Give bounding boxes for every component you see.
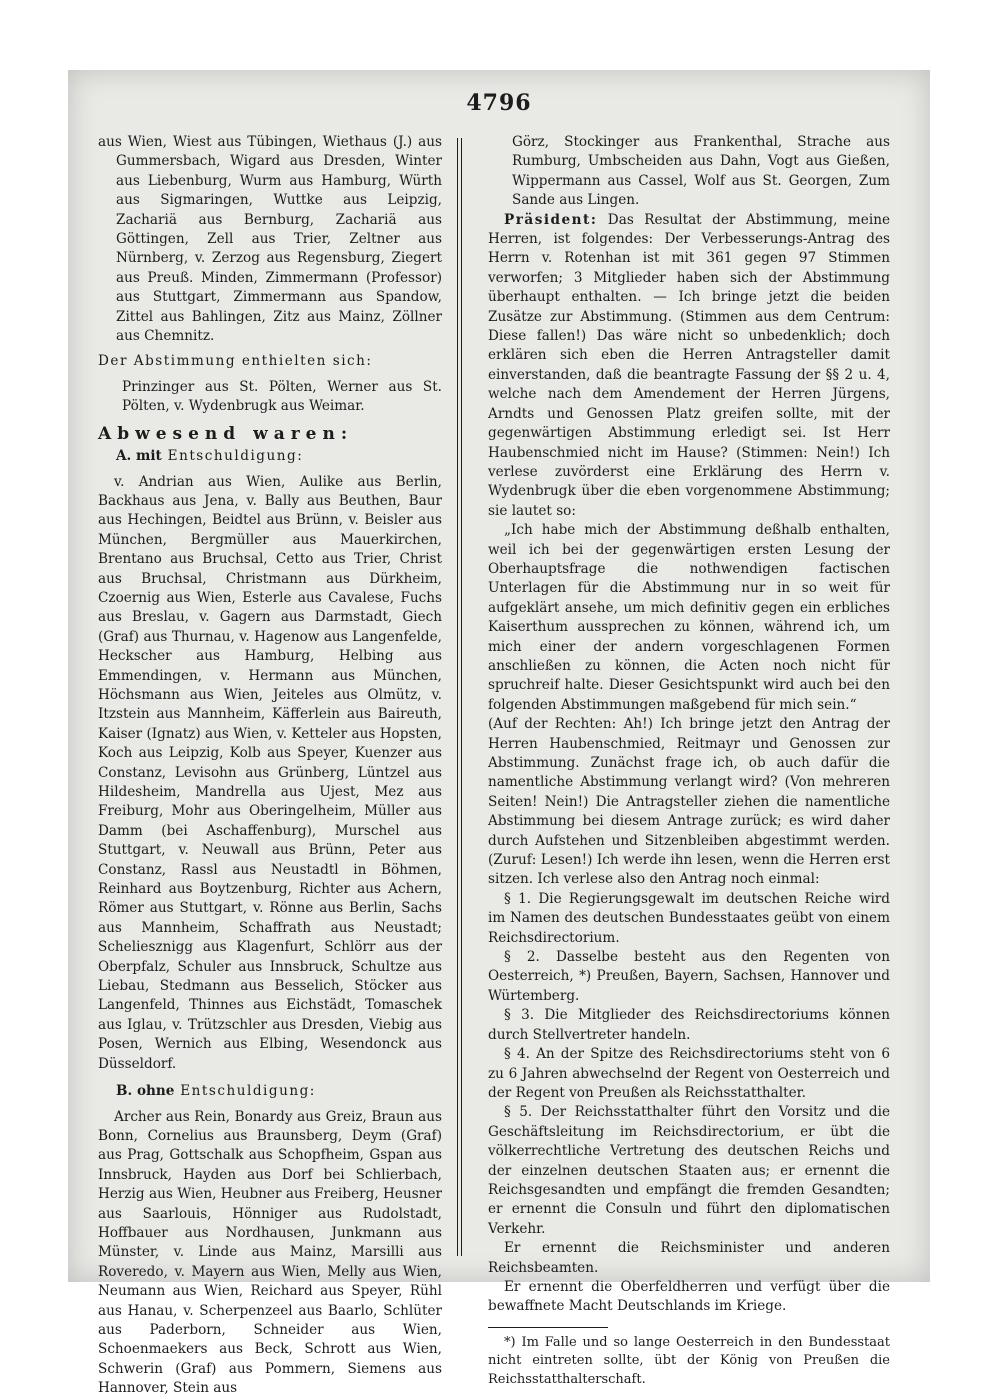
abstention-list: Prinzinger aus St. Pölten, Werner aus St. Pölten, v. Wydenbrugk aus Weimar. bbox=[122, 378, 442, 415]
member-list-continued: Görz, Stockinger aus Frankenthal, Strache aus Rumburg, Umbscheiden aus Dahn, Vogt aus Gießen, Wippermann aus Cassel, Wolf aus St. Georgen, Zum Sande aus Lingen. bbox=[512, 134, 890, 209]
page-number: 4796 bbox=[466, 90, 532, 116]
section-2: § 2. Dasselbe besteht aus den Regenten von Oesterreich, *) Preußen, Bayern, Sachsen, Hannover und Würtemberg. bbox=[488, 949, 890, 1004]
president-label: Präsident: bbox=[504, 211, 598, 228]
section-3: § 3. Die Mitglieder des Reichsdirectoriums können durch Stellvertreter handeln. bbox=[488, 1007, 890, 1043]
absent-heading: Abwesend waren: bbox=[98, 423, 354, 444]
section-5: § 5. Der Reichsstatthalter führt den Vorsitz und die Geschäftsleitung im Reichsdirectorium, er übt die völkerrechtliche Vertretung des deutschen Reichs und der einzelnen deutschen Staaten aus; er ernennt die Reichsgesandten und empfängt die fremden Gesandten; er ernennt die Consuln und führt den diplomatischen Verkehr. bbox=[488, 1104, 890, 1237]
right-column bbox=[488, 133, 890, 1390]
left-column bbox=[98, 133, 442, 1399]
newspaper-page bbox=[68, 70, 930, 1397]
column-divider bbox=[457, 138, 462, 1256]
member-list-end: aus Wien, Wiest aus Tübingen, Wiethaus (J.) aus Gummersbach, Wigard aus Dresden, Winter aus Liebenburg, Wurm aus Hamburg, Würth aus Sigmaringen, Wuttke aus Leipzig, Zachariä aus Bernburg, Zachariä aus Göttingen, Zell aus Trier, Zeltner aus Nürnberg, v. Zerzog aus Regensburg, Ziegert aus Preuß. Minden, Zimmermann (Professor) aus Stuttgart, Zimmermann aus Spandow, Zittel aus Bahlingen, Zitz aus Mainz, Zöllner aus Chemnitz. bbox=[98, 134, 442, 345]
abstention-heading: Der Abstimmung enthielten sich: bbox=[98, 353, 373, 370]
subhead-a-rest: Entschuldigung: bbox=[161, 448, 304, 465]
president-speech bbox=[488, 211, 890, 522]
section-1: § 1. Die Regierungsgewalt im deutschen Reiche wird im Namen des deutschen Bundesstaates geübt von einem Reichsdirectorium. bbox=[488, 890, 890, 946]
section-4: § 4. An der Spitze des Reichsdirectoriums steht von 6 zu 6 Jahren abwechselnd der Regent von Oesterreich und der Regent von Preußen als Reichsstatthalter. bbox=[488, 1046, 890, 1101]
unexcused-list: Archer aus Rein, Bonardy aus Greiz, Braun aus Bonn, Cornelius aus Braunsberg, Deym (Graf) aus Prag, Gottschalk aus Schopfheim, Gspan aus Innsbruck, Hayden aus Dorf bei Schlierbach, Herzig aus Wien, Heubner aus Freiberg, Heusner aus Saarlouis, Hönniger aus Rudolstadt, Hoffbauer aus Nordhausen, Junkmann aus Münster, v. Linde aus Mainz, Marsilli aus Roveredo, v. Mayern aus Wien, Melly aus Wien, Neumann aus Wien, Reichard aus Speyer, Rühl aus Hanau, v. Scherpenzeel aus Baarlo, Schlüter aus Paderborn, Schneider aus Wien, Schoenmaekers aus Beck, Schrott aus Wien, Schwerin (Graf) aus Pommern, Siemens aus Hannover, Stein aus bbox=[98, 1108, 442, 1397]
footnote-rule bbox=[488, 1327, 608, 1328]
section-5-military: Er ernennt die Oberfeldherren und verfügt über die bewaffnete Macht Deutschlands im Kriege. bbox=[488, 1278, 890, 1315]
subhead-b bbox=[98, 1082, 442, 1101]
footnote: *) Im Falle und so lange Oesterreich in den Bundesstaat nicht eintreten sollte, übt der König von Preußen die Reichsstatthalterschaft. bbox=[488, 1334, 890, 1387]
section-5-ministers: Er ernennt die Reichsminister und anderen Reichsbeamten. bbox=[488, 1240, 890, 1276]
subhead-b-rest: Entschuldigung: bbox=[174, 1083, 316, 1100]
excused-list: v. Andrian aus Wien, Aulike aus Berlin, Backhaus aus Jena, v. Bally aus Beuthen, Baur aus Hechingen, Beidtel aus Brünn, v. Beisler aus München, Bergmüller aus Mauerkirchen, Brentano aus Bruchsal, Cetto aus Trier, Christ aus Bruchsal, Christmann aus Dürkheim, Czoernig aus Wien, Esterle aus Cavalese, Fuchs aus Breslau, v. Gagern aus Darmstadt, Giech (Graf) aus Thurnau, v. Hagenow aus Langenfelde, Heckscher aus Hamburg, Helbing aus Emmendingen, v. Hermann aus München, Höchsmann aus Wien, Jeiteles aus Olmütz, v. Itzstein aus Mannheim, Käfferlein aus Baireuth, Kaiser (Ignatz) aus Wien, v. Ketteler aus Hopsten, Koch aus Leipzig, Kolb aus Speyer, Kuenzer aus Constanz, Levisohn aus Grünberg, Lüntzel aus Hildesheim, Mandrella aus Ujest, Mez aus Freiburg, Mohr aus Oberingelheim, Müller aus Damm (bei Aschaffenburg), Murschel aus Stuttgart, v. Neuwall aus Brünn, Peter aus Constanz, Rassl aus Neustadtl in Böhmen, Reinhard aus Boytzenburg, Richter aus Achern, Römer aus Stuttgart, v. Rönne aus Berlin, Sachs aus Mannheim, Schaffrath aus Neustadt; Scheliesznigg aus Klagenfurt, Schlörr aus der Oberpfalz, Schuler aus Innsbruck, Schultze aus Liebau, Stedmann aus Besselich, Stöcker aus Langenfeld, Thinnes aus Eichstädt, Tomaschek aus Iglau, v. Trützschler aus Dresden, Viebig aus Posen, Wernich aus Elbing, Wesendonck aus Düsseldorf. bbox=[98, 473, 442, 1072]
declaration-quote: „Ich habe mich der Abstimmung deßhalb enthalten, weil ich bei der gegenwärtigen ersten Lesung der Oberhauptsfrage die nothwendigen factischen Unterlagen für die Abstimmung nur in so weit für aufgeklärt ansehe, um mich definitiv gegen ein erbliches Kaiserthum aussprechen zu können, während ich, um mich einer der andern vorgeschlagenen Formen anschließen zu können, die Acten noch nicht für spruchreif halte. Dieser Gesichtspunkt wird auch bei den folgenden Abstimmungen maßgebend für mich sein.“ bbox=[488, 522, 890, 713]
subhead-a-label: A. mit bbox=[116, 448, 162, 465]
subhead-a bbox=[98, 447, 442, 466]
subhead-b-label: B. ohne bbox=[116, 1083, 175, 1100]
president-text: Das Resultat der Abstimmung, meine Herren, ist folgendes: Der Verbesserungs-Antrag des Herrn v. Rotenhan ist mit 361 gegen 97 Stimmen verworfen; 3 Mitglieder haben sich der Abstimmung überhaupt enthalten. — Ich bringe jetzt die beiden Zusätze zur Abstimmung. (Stimmen aus dem Centrum: Diese fallen!) Das wäre nicht so unbedenklich; doch erklären sich eben die Herren Antragsteller damit einverstanden, daß die beantragte Fassung der §§ 2 u. 4, welche nach dem Amendement der Herren Jürgens, Arndts und Genossen Platz greifen sollte, mit der gegenwärtigen Abstimmung erledigt sei. Ist Herr Haubenschmied nicht im Hause? (Stimmen: Nein!) Ich verlese zuvörderst eine Erklärung des Herrn v. Wydenbrugk über die eben vorgenommene Abstimmung; sie lautet so: bbox=[488, 211, 890, 519]
motion-paragraph: (Auf der Rechten: Ah!) Ich bringe jetzt den Antrag der Herren Haubenschmied, Reitmayr und Genossen zur Abstimmung. Zunächst frage ich, ob auch dafür die namentliche Abstimmung verlangt wird? (Von mehreren Seiten! Nein!) Die Antragsteller ziehen die namentliche Abstimmung bei diesem Antrage zurück; es wird daher durch Aufstehen und Sitzenbleiben abgestimmt werden. (Zuruf: Lesen!) Ich werde ihn lesen, wenn die Herren erst sitzen. Ich verlese also den Antrag noch einmal: bbox=[488, 716, 890, 888]
